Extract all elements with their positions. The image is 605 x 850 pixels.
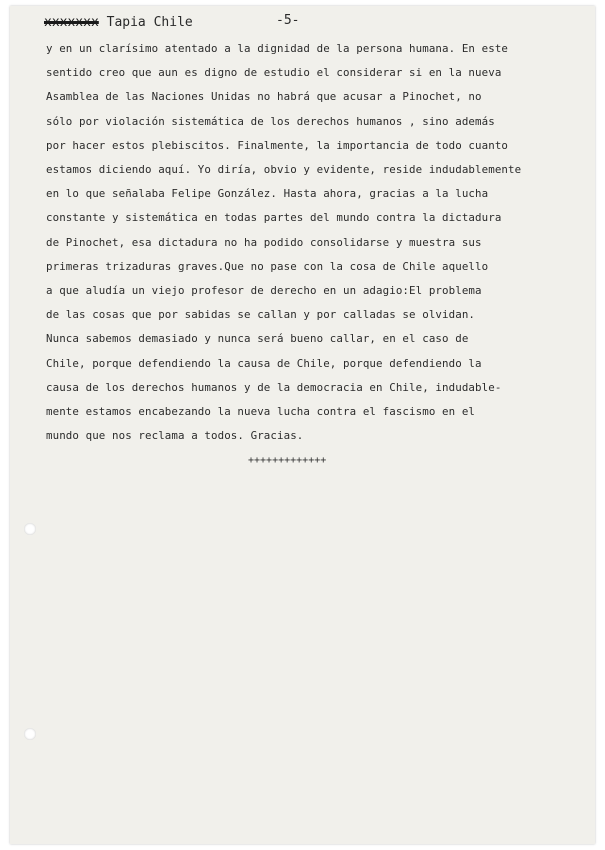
document-page (10, 6, 595, 844)
document-body (46, 37, 586, 448)
text-line: en lo que señalaba Felipe González. Hasta ahora, gracias a la lucha (46, 187, 489, 201)
text-line: a que aludía un viejo profesor de derecho en un adagio:El problema (46, 284, 482, 298)
text-line: y en un clarísimo atentado a la dignidad de la persona humana. En este (46, 42, 509, 55)
text-line: de Pinochet, esa dictadura no ha podido consolidarse y muestra sus (46, 235, 482, 249)
text-line: causa de los derechos humanos y de la democracia en Chile, indudable- (46, 380, 502, 394)
text-line: sentido creo que aun es digno de estudio el considerar si en la nueva (46, 66, 502, 80)
text-line: mente estamos encabezando la nueva lucha contra el fascismo en el (46, 405, 476, 419)
text-line: Chile, porque defendiendo la causa de Chile, porque defendiendo la (46, 356, 482, 370)
page-number: -5- (276, 13, 300, 28)
punch-hole (24, 728, 36, 740)
text-line: constante y sistemática en todas partes del mundo contra la dictadura (46, 211, 502, 225)
text-line: sólo por violación sistemática de los derechos humanos , sino además (46, 114, 495, 128)
header-title: Tapia Chile (106, 15, 193, 30)
text-line: por hacer estos plebiscitos. Finalmente, la importancia de todo cuanto (46, 138, 509, 152)
end-separator: +++++++++++++ (248, 455, 327, 466)
text-line: de las cosas que por sabidas se callan y por calladas se olvidan. (46, 308, 476, 322)
text-line: Asamblea de las Naciones Unidas no habrá que acusar a Pinochet, no (46, 90, 482, 104)
page-header (44, 15, 193, 30)
text-line: Nunca sabemos demasiado y nunca será bueno callar, en el caso de (46, 332, 469, 346)
text-line: primeras trizaduras graves.Que no pase con la cosa de Chile aquello (46, 259, 489, 273)
text-line: estamos diciendo aquí. Yo diría, obvio y evidente, reside indudablemente (46, 163, 522, 177)
text-line: mundo que nos reclama a todos. Gracias. (46, 429, 304, 443)
struck-out-text: xxxxxxx (44, 15, 99, 30)
punch-hole (24, 523, 36, 535)
